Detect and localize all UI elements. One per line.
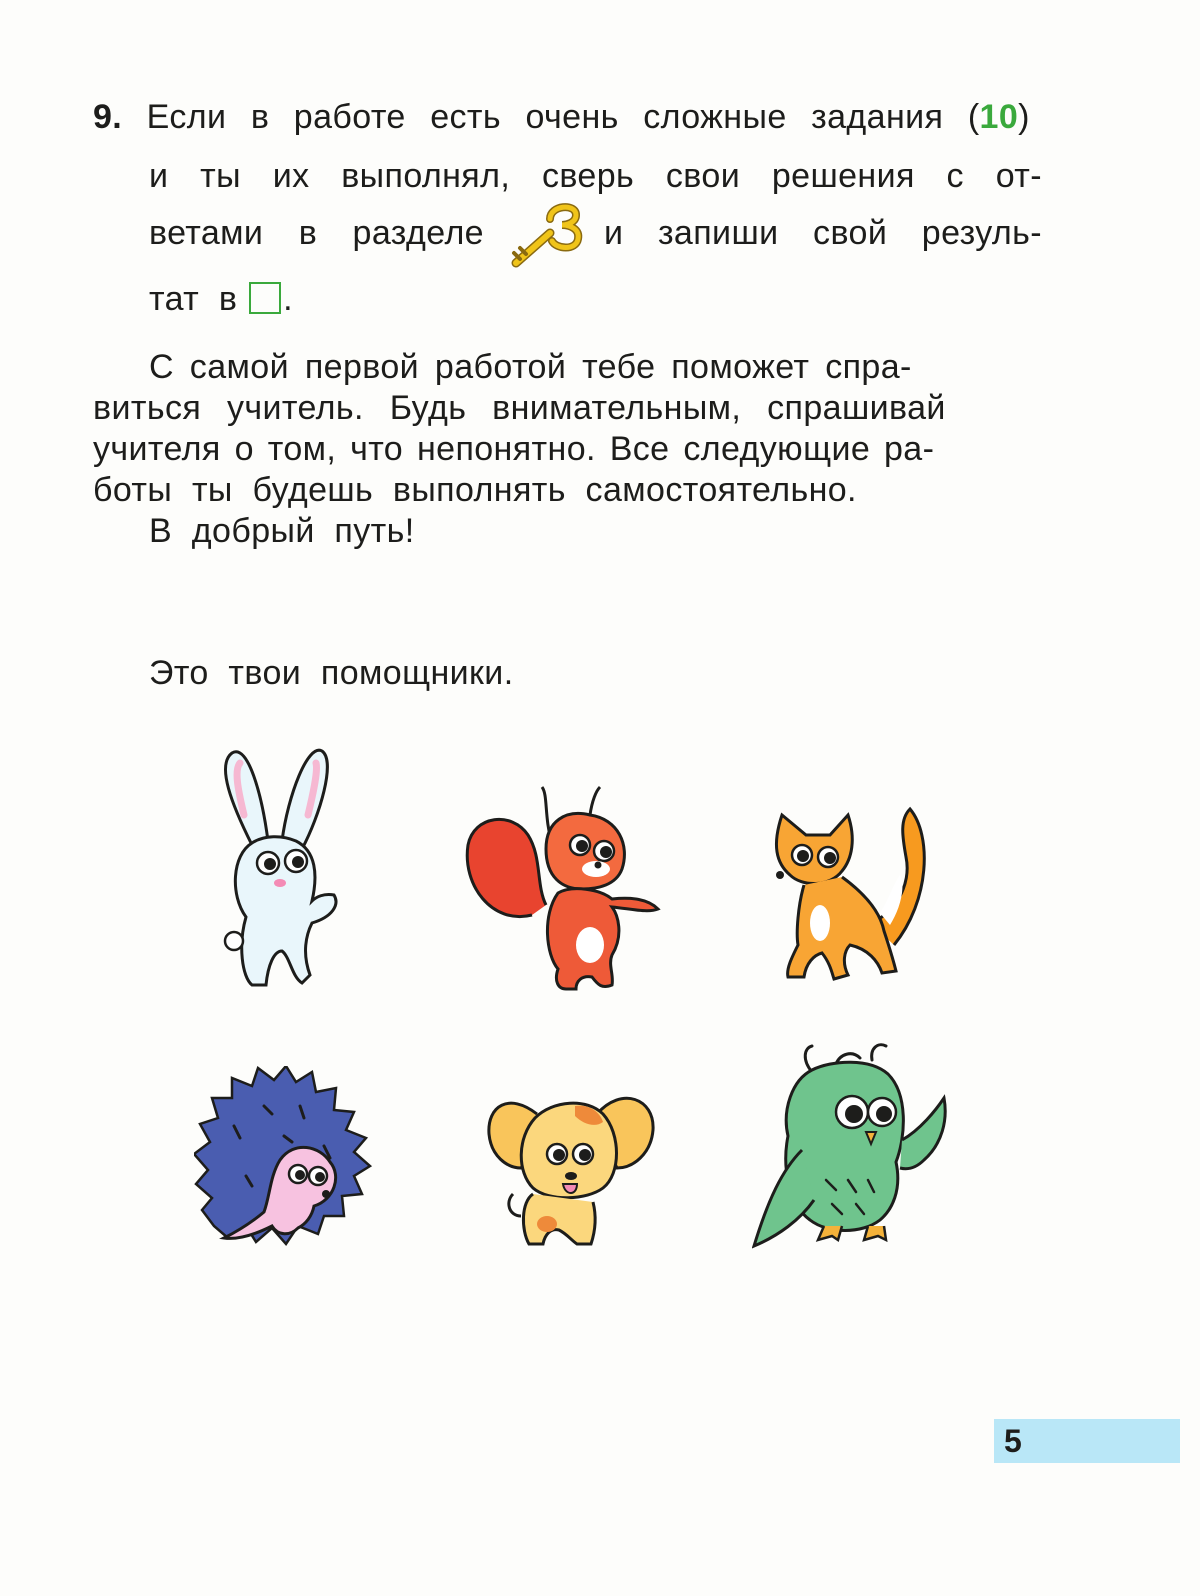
bunny-icon [212,745,344,991]
farewell-text: В добрый путь! [149,512,415,550]
task-reference-number: 10 [979,98,1019,136]
key-icon [506,197,590,275]
intro-line-3: учителя о том, что непонятно. Все следующие ра- [93,430,935,468]
item-number: 9. [93,98,123,136]
hedgehog-icon [194,1066,372,1250]
item-9-line-3a: ветами в разделе [149,214,484,252]
page-number-tab [994,1419,1180,1463]
item-9-line-4: тат в . [149,280,293,318]
intro-line-4: боты ты будешь выполнять самостоятельно. [93,471,857,509]
page-number: 5 [1004,1423,1022,1459]
result-box[interactable] [249,282,281,314]
intro-line-2: виться учитель. Будь внимательным, спрашивай [93,389,946,427]
item-9-line-3b: и запиши свой резуль- [604,214,1042,252]
item-9-line-1: 9. Если в работе есть очень сложные задания (10) [93,98,1030,136]
puppy-icon [487,1084,657,1250]
squirrel-icon [462,785,662,991]
intro-line-1: С самой первой работой тебе поможет спра- [149,348,912,386]
item-9-line-2: и ты их выполнял, сверь свои решения с от- [149,157,1042,195]
owl-icon [752,1040,952,1252]
fox-icon [770,805,932,985]
helpers-heading: Это твои помощники. [149,654,514,692]
